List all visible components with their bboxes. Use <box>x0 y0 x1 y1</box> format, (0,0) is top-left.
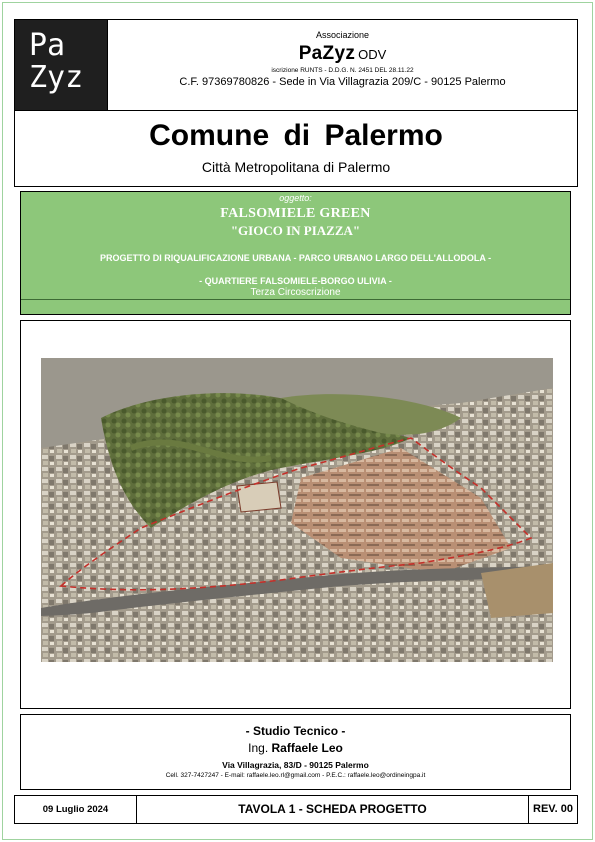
project-title: FALSOMIELE GREEN <box>220 206 371 221</box>
footer-revision: REV. 00 <box>533 803 573 815</box>
header <box>14 19 578 111</box>
association-name-suffix: ODV <box>358 47 387 62</box>
logo-line-1: Pa <box>29 28 66 63</box>
subject-label: oggetto: <box>279 193 312 203</box>
subject-divider <box>21 299 570 300</box>
association-name <box>108 43 577 65</box>
runts-registration: iscrizione RUNTS - D.D.G. N. 2451 DEL 28.11.22 <box>271 67 414 74</box>
footer-tavola: TAVOLA 1 - SCHEDA PROGETTO <box>137 796 529 823</box>
municipality-subtitle: Città Metropolitana di Palermo <box>201 159 391 175</box>
tax-code-address: C.F. 97369780826 - Sede in Via Villagrazia 209/C - 90125 Palermo <box>179 76 506 88</box>
project-district: - QUARTIERE FALSOMIELE-BORGO ULIVIA - <box>199 276 392 286</box>
studio-address: Via Villagrazia, 83/D - 90125 Palermo <box>222 760 369 770</box>
studio-title: - Studio Tecnico - <box>245 724 346 738</box>
engineer-name <box>21 741 570 755</box>
studio-contacts: Cell. 327-7427247 - E-mail: raffaele.leo.rl@gmail.com - P.E.C.: raffaele.leo@ordineingpa.it <box>165 772 426 779</box>
photo-frame <box>20 320 571 709</box>
footer-table <box>14 795 578 824</box>
association-name-main: PaZyz <box>298 43 356 64</box>
aerial-photo <box>41 358 553 662</box>
project-subtitle: "GIOCO IN PIAZZA" <box>230 223 361 238</box>
association-kind: Associazione <box>315 30 370 40</box>
municipality-block <box>14 111 578 187</box>
municipality-title: Comune di Palermo <box>149 119 443 152</box>
project-description: PROGETTO DI RIQUALIFICAZIONE URBANA - PARCO URBANO LARGO DELL'ALLODOLA - <box>99 253 492 263</box>
studio-block <box>20 714 571 790</box>
logo-line-2: Zyz <box>29 60 84 95</box>
project-circoscrizione: Terza Circoscrizione <box>250 287 341 298</box>
association-info <box>107 20 577 110</box>
engineer-fullname: Raffaele Leo <box>271 741 343 755</box>
subject-block <box>20 191 571 315</box>
pazyz-logo <box>15 20 107 110</box>
footer-date: 09 Luglio 2024 <box>15 796 137 823</box>
engineer-prefix: Ing. <box>248 741 269 755</box>
